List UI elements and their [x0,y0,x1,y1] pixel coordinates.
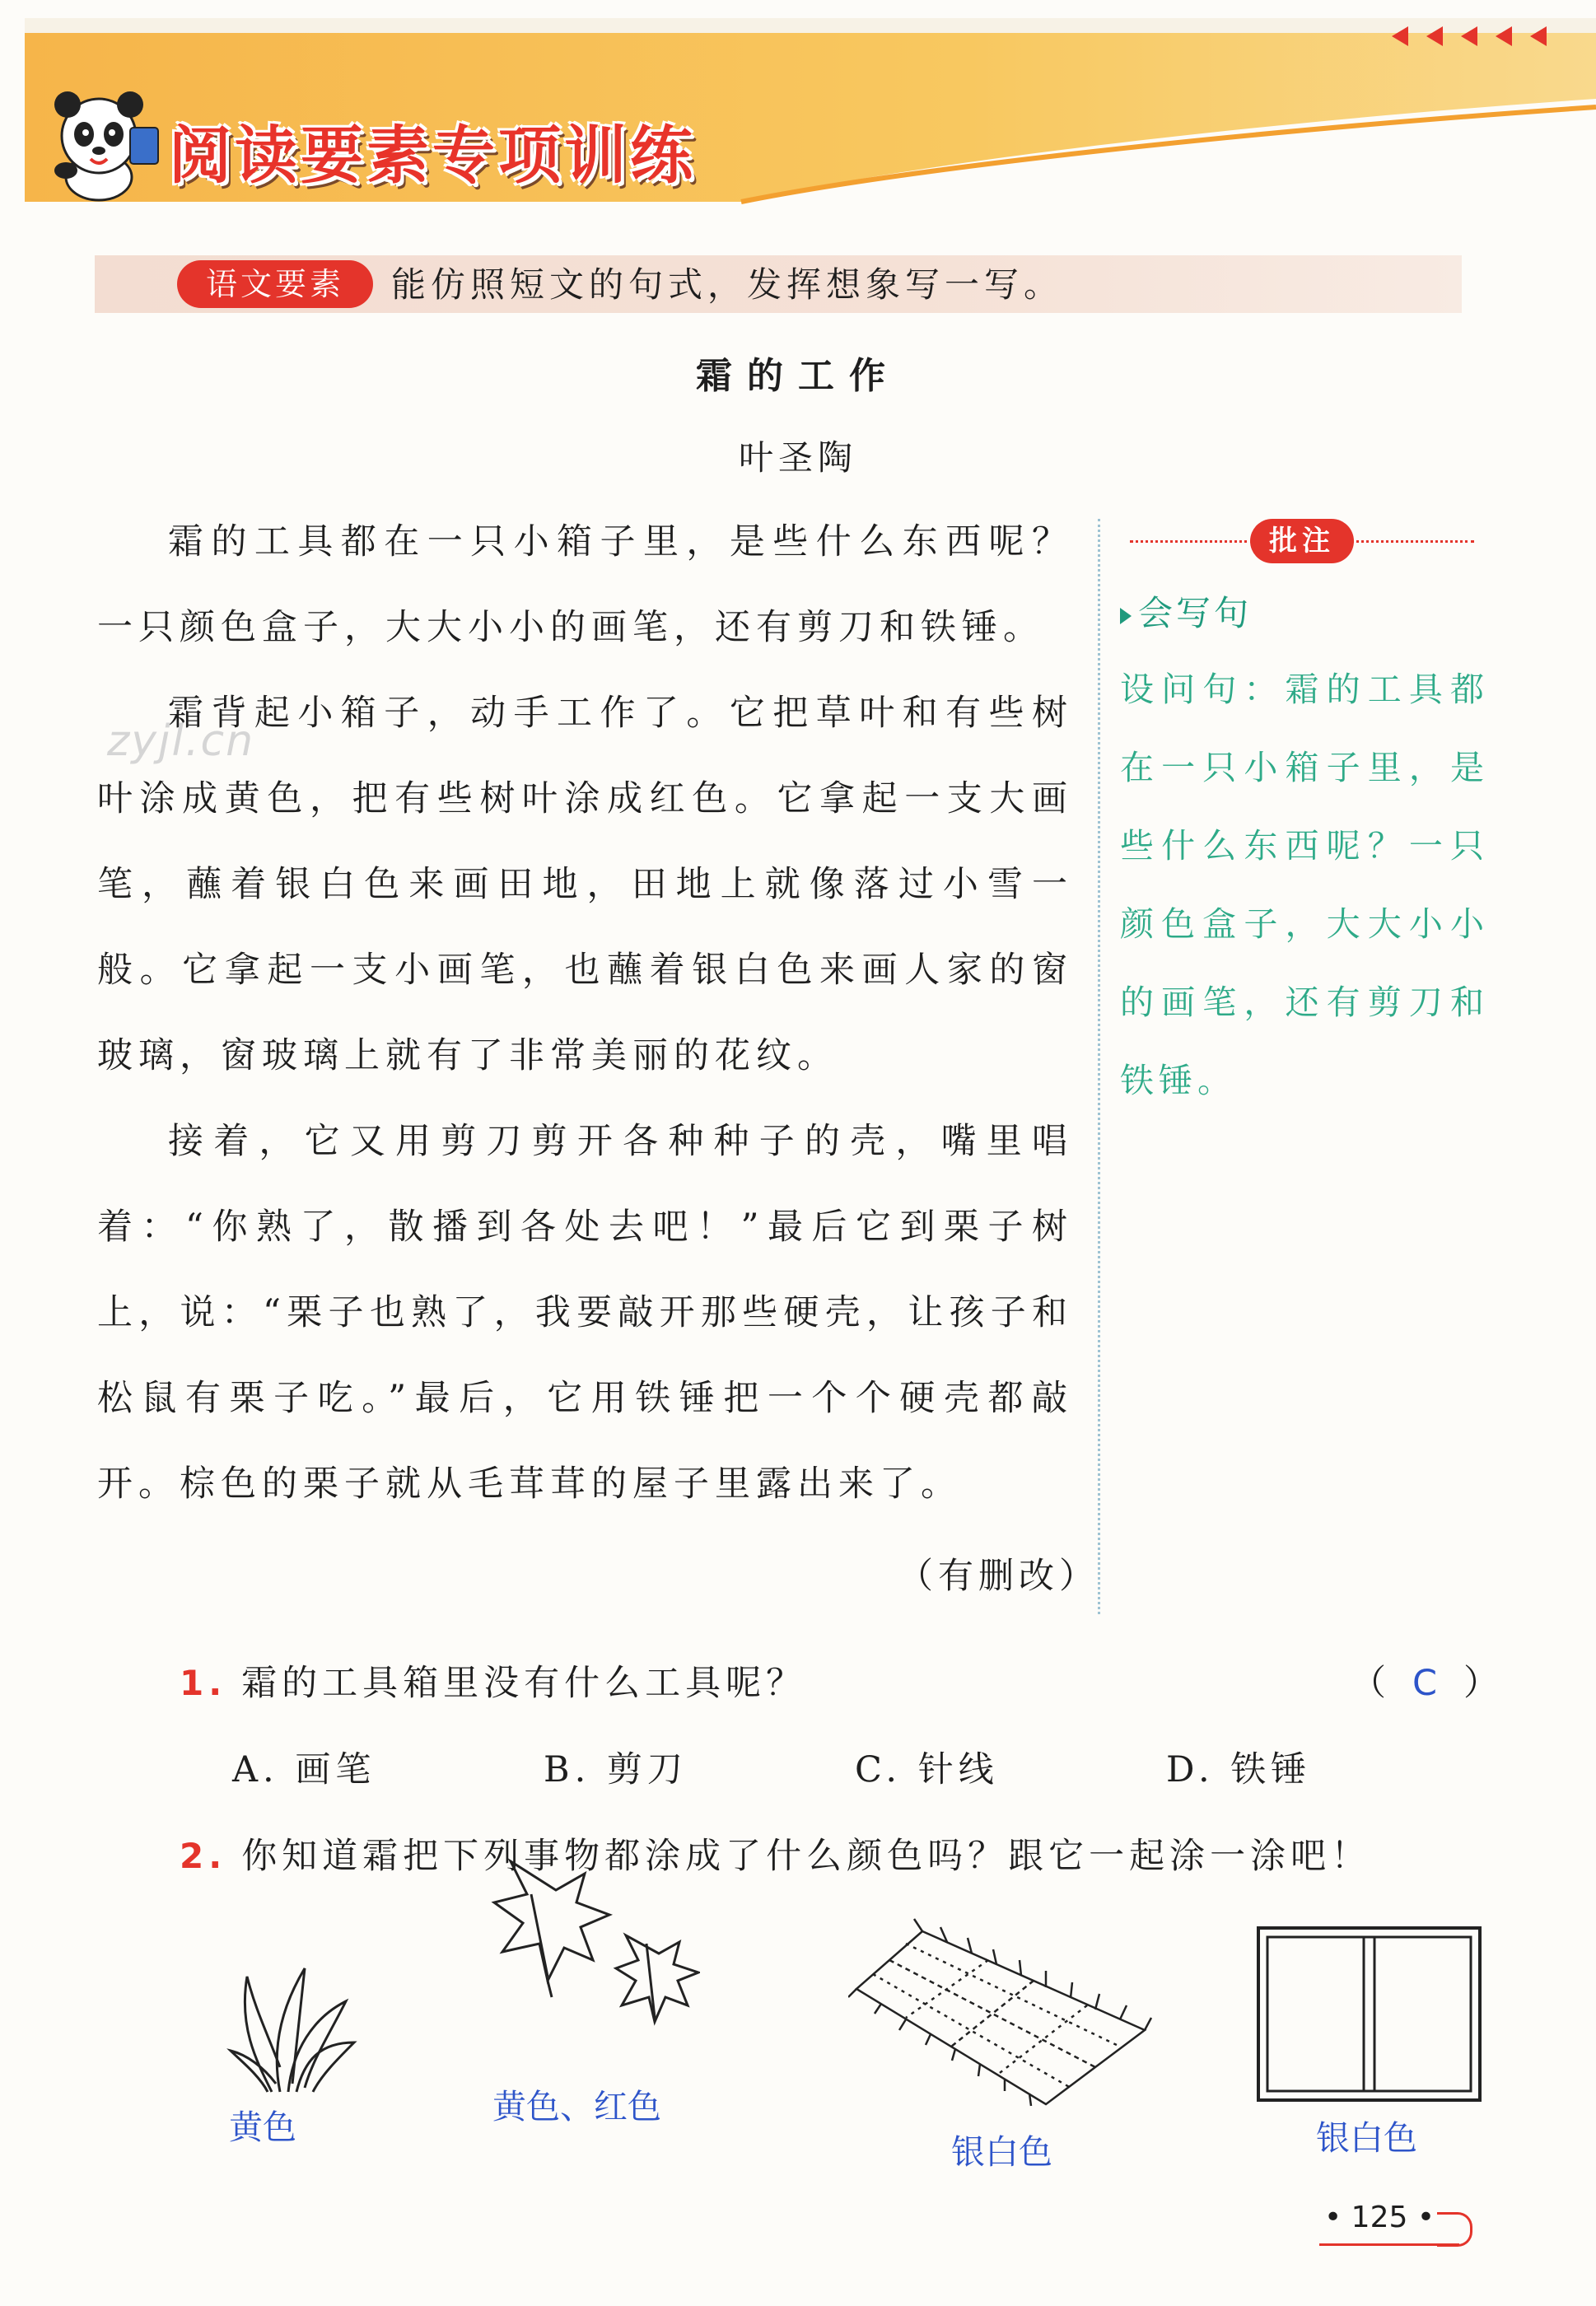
page-section-title: 阅读要素专项训练 [169,119,696,192]
triangle-bullet-icon [1120,608,1132,624]
question-text: 霜的工具箱里没有什么工具呢？ [241,1663,807,1704]
grass-icon [222,1952,371,2103]
page-number: • 125 • [1324,2201,1435,2234]
paren-close: ） [1463,1663,1503,1704]
annotation-rule-left [1130,540,1253,543]
option-a: A. 画笔 [232,1749,376,1790]
leaves-icon [486,1845,700,2038]
window-icon [1256,1926,1482,2106]
annotation-body: 设问句：霜的工具都在一只小箱子里，是些什么东西呢？一只颜色盒子，大大小小的画笔，还有剪刀和铁锤。 [1120,670,1489,1100]
answer-value: C [1412,1663,1441,1704]
question-1 [180,1655,806,1706]
edited-note: （有删改） [898,1556,1099,1597]
question-number: 1. [180,1663,227,1703]
field-color-answer: 银白色 [951,2132,1052,2172]
article-title: 霜的工作 [696,355,900,397]
paren-open: （ [1351,1663,1389,1704]
leaves-color-answer: 黄色、红色 [492,2087,661,2126]
article-paragraph: 接着，它又用剪刀剪开各种种子的壳，嘴里唱着：“你熟了，散播到各处去吧！”最后它到栗子树上，说：“栗子也熟了，我要敲开那些硬壳，让孩子和松鼠有栗子吃。”最后，它用铁锤把一个个硬壳都敲开。棕色的栗子就从毛茸茸的屋子里露出来了。 [97,1121,1073,1505]
header-banner [0,0,1596,222]
window-color-answer: 银白色 [1316,2118,1417,2158]
article-paragraph: 霜的工具都在一只小箱子里，是些什么东西呢？一只颜色盒子，大大小小的画笔，还有剪刀和铁锤。 [97,521,1073,648]
element-tag: 语文要素 [177,260,373,308]
option-b: B. 剪刀 [544,1749,688,1790]
watermark: zyjl.cn [107,717,255,766]
annotation-rule-right [1351,540,1474,543]
option-c: C. 针线 [855,1749,999,1790]
annotation-heading-text: 会写句 [1138,593,1253,633]
article-author: 叶圣陶 [738,437,857,478]
grass-color-answer: 黄色 [229,2108,296,2147]
column-divider [1098,519,1100,1614]
annotation-heading [1120,586,1252,636]
panda-mascot-icon [33,78,165,202]
option-d: D. 铁锤 [1166,1749,1312,1790]
element-requirement: 能仿照短文的句式，发挥想象写一写。 [391,264,1064,305]
field-icon [848,1915,1153,2116]
article-paragraph: 霜背起小箱子，动手工作了。它把草叶和有些树叶涂成黄色，把有些树叶涂成红色。它拿起一支大画笔，蘸着银白色来画田地，田地上就像落过小雪一般。它拿起一支小画笔，也蘸着银白色来画人家的窗玻璃，窗玻璃上就有了非常美丽的花纹。 [97,693,1073,1076]
answer-bracket [1351,1655,1502,1706]
question-text: 你知道霜把下列事物都涂成了什么颜色吗？跟它一起涂一涂吧！ [241,1836,1372,1877]
question-number: 2. [180,1836,227,1876]
question-2 [180,1828,1371,1879]
decorative-arrows-icon [1375,20,1565,53]
annotation-tag: 批注 [1250,519,1354,563]
page-hook-icon [1437,2212,1472,2247]
